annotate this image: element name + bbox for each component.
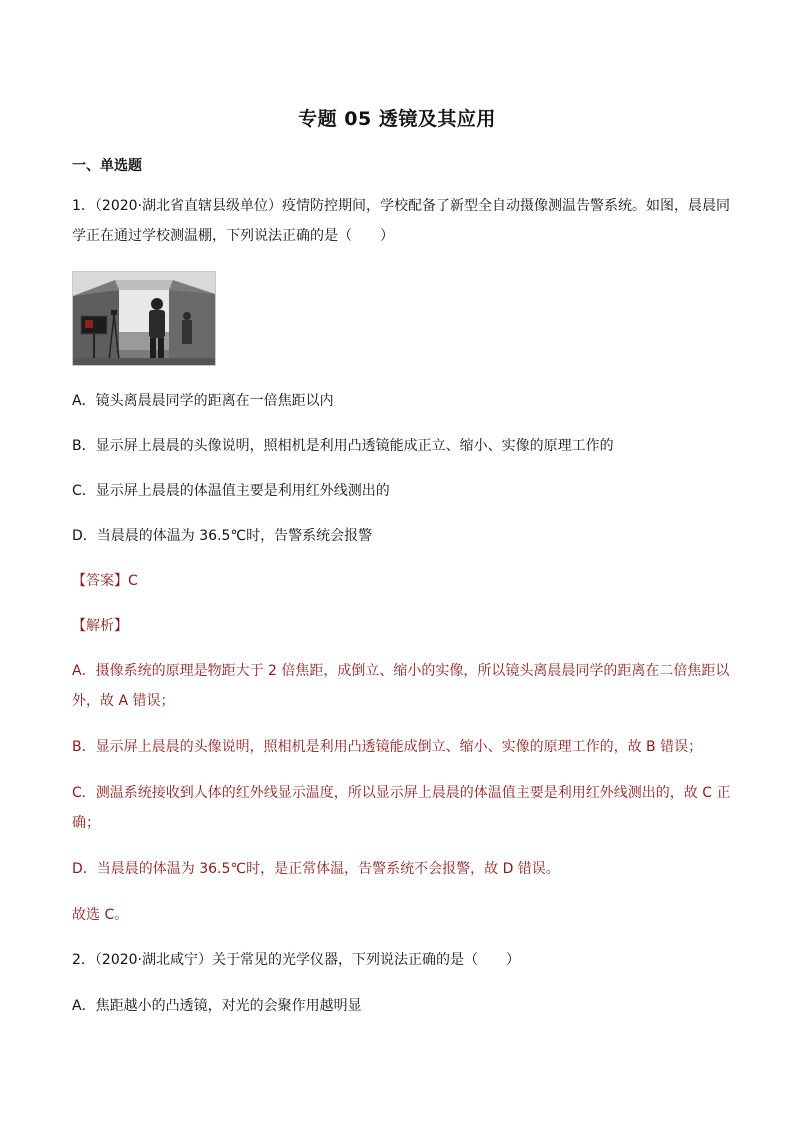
question-1-stem-line-2: 学正在通过学校测温棚，下列说法正确的是（ ）	[72, 228, 394, 244]
analysis-line-a-2: 外，故 A 错误；	[72, 693, 175, 709]
analysis-line-c-2: 确；	[72, 815, 100, 831]
question-2-stem: 2．（2020·湖北咸宁）关于常见的光学仪器，下列说法正确的是（ ）	[72, 952, 520, 968]
analysis-label: 【解析】	[72, 618, 128, 634]
question-2-option-a: A．焦距越小的凸透镜，对光的会聚作用越明显	[72, 998, 362, 1014]
question-1-option-d: D．当晨晨的体温为 36.5℃时，告警系统会报警	[72, 528, 373, 544]
question-1-option-c: C．显示屏上晨晨的体温值主要是利用红外线测出的	[72, 483, 390, 499]
analysis-line-d: D．当晨晨的体温为 36.5℃时，是正常体温，告警系统不会报警，故 D 错误。	[72, 861, 560, 877]
conclusion: 故选 C。	[72, 907, 129, 923]
page-title: 专题 05 透镜及其应用	[298, 108, 496, 130]
analysis-line-b: B．显示屏上晨晨的头像说明，照相机是利用凸透镜能成倒立、缩小、实像的原理工作的，故 B 错误；	[72, 739, 703, 755]
question-1-option-a: A．镜头离晨晨同学的距离在一倍焦距以内	[72, 393, 334, 409]
analysis-line-c-1: C．测温系统接收到人体的红外线显示温度，所以显示屏上晨晨的体温值主要是利用红外线测出的，故 C 正	[72, 785, 731, 801]
question-1-option-b: B．显示屏上晨晨的头像说明，照相机是利用凸透镜能成正立、缩小、实像的原理工作的	[72, 438, 614, 454]
question-1-stem-line-1: 1．（2020·湖北省直辖县级单位）疫情防控期间，学校配备了新型全自动摄像测温告警系统。如图，晨晨同	[72, 198, 730, 214]
answer-label: 【答案】C	[72, 573, 138, 589]
analysis-line-a-1: A．摄像系统的原理是物距大于 2 倍焦距，成倒立、缩小的实像，所以镜头离晨晨同学的距离在二倍焦距以	[72, 663, 730, 679]
temperature-checkpoint-photo	[72, 271, 216, 366]
section-heading: 一、单选题	[72, 158, 142, 174]
